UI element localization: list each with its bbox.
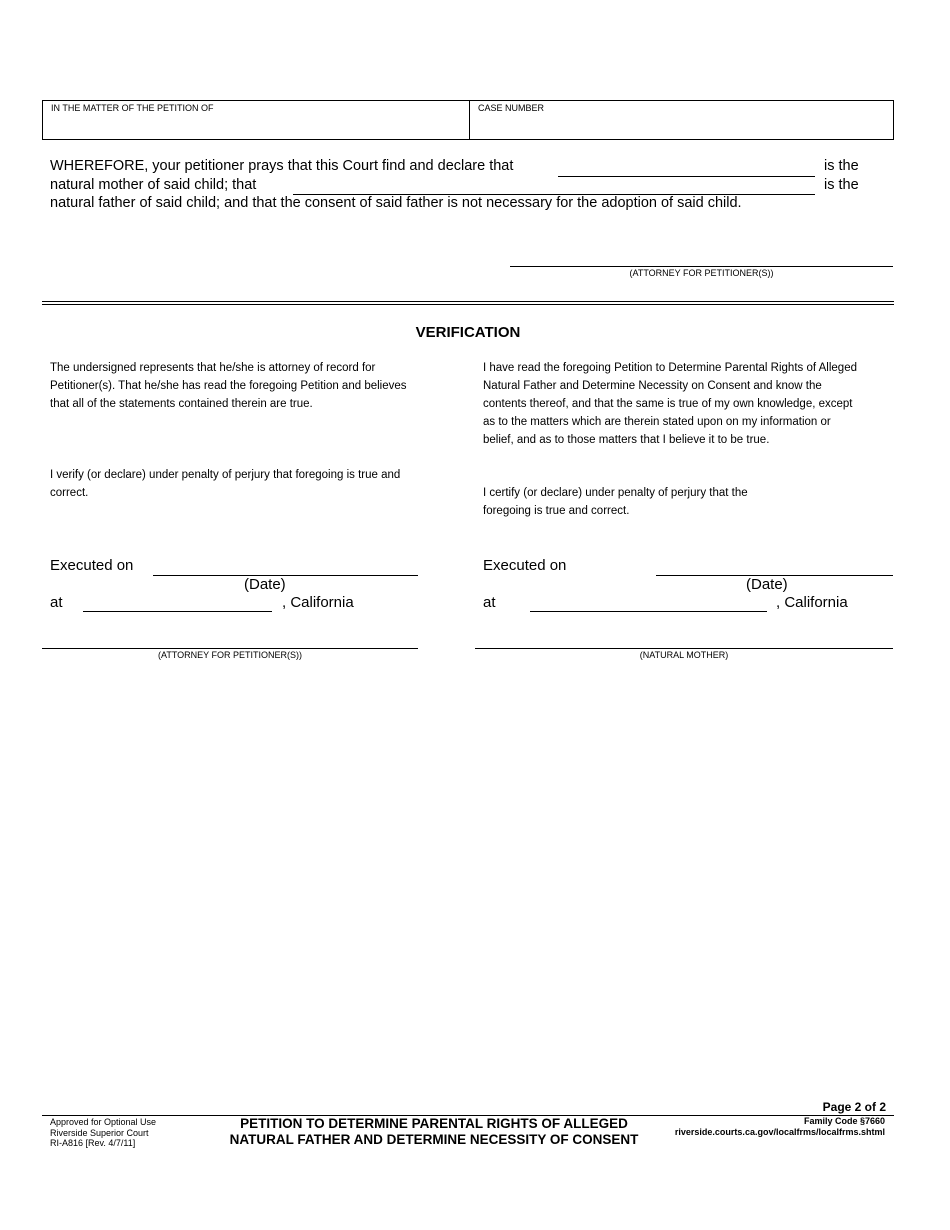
- footer-title-line-1: PETITION TO DETERMINE PARENTAL RIGHTS OF ALLEGED: [240, 1116, 628, 1131]
- verification-title: VERIFICATION: [415, 324, 521, 341]
- family-code: Family Code §7660: [803, 1116, 885, 1126]
- attorney-caption-top: (ATTORNEY FOR PETITIONER(S)): [629, 268, 774, 278]
- court-url[interactable]: riverside.courts.ca.gov/localfrms/localfrms.shtml: [674, 1126, 885, 1137]
- caption-box: [42, 100, 894, 140]
- right-california: , California: [776, 594, 848, 611]
- left-signature-caption: (ATTORNEY FOR PETITIONER(S)): [157, 650, 302, 660]
- matter-label: IN THE MATTER OF THE PETITION OF: [51, 103, 214, 113]
- right-verification-para-2: I certify (or declare) under penalty of perjury that the foregoing is true and correct.: [483, 487, 748, 517]
- section-divider: [42, 301, 894, 305]
- left-at-label: at: [50, 594, 63, 611]
- form-id: RI-A816 [Rev. 4/7/11]: [50, 1138, 136, 1148]
- right-place-line[interactable]: [530, 611, 767, 612]
- right-verification-para-1: I have read the foregoing Petition to Determine Parental Rights of Alleged Natural Father and Determine Necessity on Consent and know the contents thereof, and that the same is true of my own knowledge, except as to the matters which are therein stated upon on my information or belief, and as to those matters that I believe it to be true.: [483, 362, 857, 446]
- right-signature-line[interactable]: [475, 648, 893, 649]
- court-text: Riverside Superior Court: [50, 1127, 149, 1138]
- left-place-line[interactable]: [83, 611, 272, 612]
- footer-left: [50, 1117, 156, 1149]
- right-executed-on: Executed on: [483, 557, 567, 574]
- left-signature-line[interactable]: [42, 648, 418, 649]
- right-date-label: (Date): [746, 576, 788, 593]
- left-california: , California: [282, 594, 354, 611]
- attorney-signature-line-top[interactable]: [510, 266, 893, 267]
- wherefore-line-2: natural mother of said child; that: [50, 177, 257, 193]
- case-number-field[interactable]: [470, 101, 893, 139]
- right-signature-caption: (NATURAL MOTHER): [639, 650, 729, 660]
- is-the-2: is the: [824, 177, 859, 193]
- matter-field[interactable]: [43, 101, 470, 139]
- left-date-label: (Date): [244, 576, 286, 593]
- right-at-label: at: [483, 594, 496, 611]
- footer-title: [204, 1116, 664, 1148]
- is-the-1: is the: [824, 158, 859, 174]
- page-number: Page 2 of 2: [822, 1100, 886, 1114]
- case-number-label: CASE NUMBER: [478, 103, 545, 113]
- footer-title-line-2: NATURAL FATHER AND DETERMINE NECESSITY OF CONSENT: [229, 1132, 639, 1147]
- mother-name-line[interactable]: [558, 176, 815, 177]
- wherefore-line-1: WHEREFORE, your petitioner prays that this Court find and declare that: [50, 158, 514, 174]
- wherefore-line-3: natural father of said child; and that the consent of said father is not necessary for the adoption of said child.: [50, 195, 742, 211]
- left-verification-para-1: The undersigned represents that he/she is attorney of record for Petitioner(s). That he/she has read the foregoing Petition and believes that all of the statements contained therein are true.: [50, 362, 407, 410]
- left-executed-on: Executed on: [50, 557, 134, 574]
- approved-text: Approved for Optional Use: [50, 1117, 157, 1127]
- footer-right: [640, 1116, 885, 1137]
- left-verification-para-2: I verify (or declare) under penalty of perjury that foregoing is true and correct.: [50, 469, 401, 499]
